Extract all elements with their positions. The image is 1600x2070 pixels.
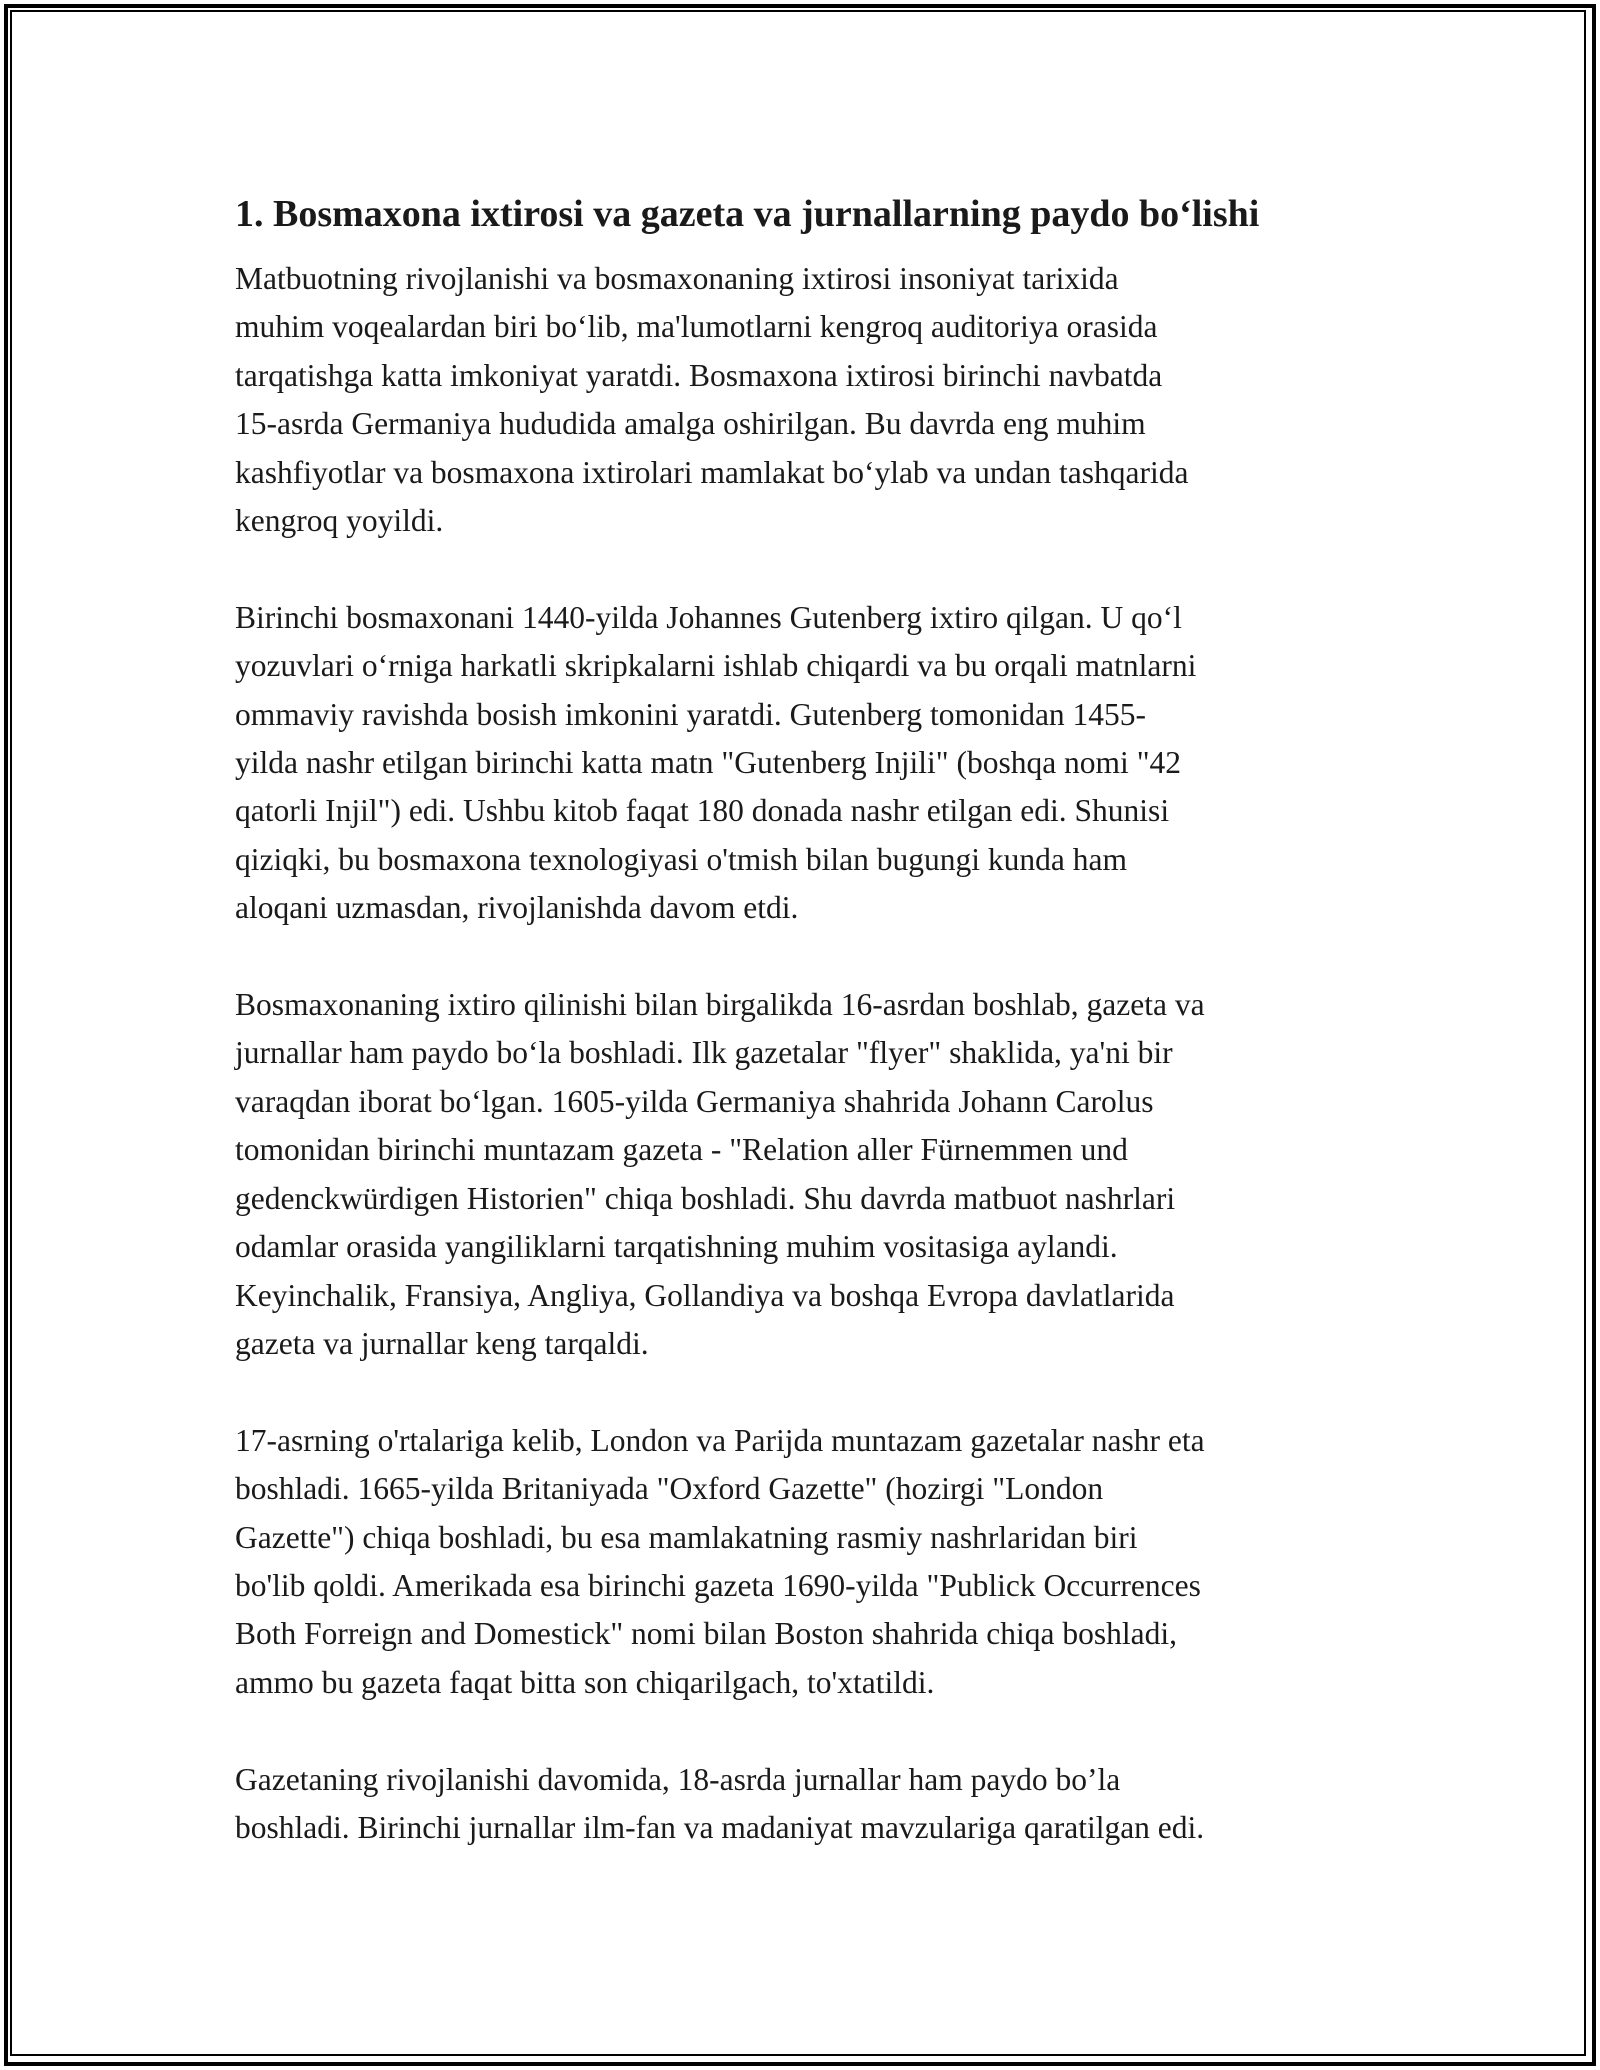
section-heading: 1. Bosmaxona ixtirosi va gazeta va jurnallarning paydo bo‘lishi (235, 193, 1260, 235)
text-line: gazeta va jurnallar keng tarqaldi. (235, 1325, 649, 1361)
text-line: bo'lib qoldi. Amerikada esa birinchi gazeta 1690-yilda "Publick Occurrences (235, 1567, 1201, 1603)
text-line: boshladi. Birinchi jurnallar ilm-fan va madaniyat mavzulariga qaratilgan edi. (235, 1809, 1205, 1845)
text-line: Gazetaning rivojlanishi davomida, 18-asrda jurnallar ham paydo bo’la (235, 1761, 1121, 1797)
text-line: yozuvlari o‘rniga harkatli skripkalarni ishlab chiqardi va bu orqali matnlarni (235, 648, 1197, 684)
text-line: gedenckwürdigen Historien" chiqa boshladi. Shu davrda matbuot nashrlari (235, 1180, 1176, 1216)
text-line: jurnallar ham paydo bo‘la boshladi. Ilk gazetalar "flyer" shaklida, ya'ni bir (235, 1035, 1173, 1071)
paragraph-journals (235, 1756, 1385, 1853)
paragraph-printing-invention (235, 255, 1385, 545)
text-line: Birinchi bosmaxonani 1440-yilda Johannes Gutenberg ixtiro qilgan. U qo‘l (235, 599, 1182, 635)
text-line: boshladi. 1665-yilda Britaniyada "Oxford Gazette" (hozirgi "London (235, 1471, 1104, 1507)
paragraph-17th-century (235, 1417, 1385, 1707)
text-line: qiziqki, bu bosmaxona texnologiyasi o'tmish bilan bugungi kunda ham (235, 841, 1127, 877)
text-line: ommaviy ravishda bosish imkonini yaratdi. Gutenberg tomonidan 1455- (235, 696, 1147, 732)
text-line: varaqdan iborat bo‘lgan. 1605-yilda Germaniya shahrida Johann Carolus (235, 1083, 1154, 1119)
text-line: Keyinchalik, Fransiya, Angliya, Gollandiya va boshqa Evropa davlatlarida (235, 1277, 1175, 1313)
text-line: ammo bu gazeta faqat bitta son chiqarilgach, to'xtatildi. (235, 1664, 935, 1700)
text-line: 17-asrning o'rtalariga kelib, London va Parijda muntazam gazetalar nashr eta (235, 1422, 1205, 1458)
text-line: Matbuotning rivojlanishi va bosmaxonaning ixtirosi insoniyat tarixida (235, 261, 1119, 296)
text-line: qatorli Injil") edi. Ushbu kitob faqat 180 donada nashr etilgan edi. Shunisi (235, 793, 1170, 829)
text-line: Both Forreign and Domestick" nomi bilan Boston shahrida chiqa boshladi, (235, 1616, 1177, 1652)
text-line: kengroq yoyildi. (235, 503, 444, 539)
text-line: tarqatishga katta imkoniyat yaratdi. Bosmaxona ixtirosi birinchi navbatda (235, 357, 1163, 393)
text-line: Gazette") chiqa boshladi, bu esa mamlakatning rasmiy nashrlaridan biri (235, 1519, 1138, 1555)
text-line: Bosmaxonaning ixtiro qilinishi bilan birgalikda 16-asrdan boshlab, gazeta va (235, 987, 1205, 1023)
text-line: 15-asrda Germaniya hududida amalga oshirilgan. Bu davrda eng muhim (235, 406, 1146, 442)
text-line: aloqani uzmasdan, rivojlanishda davom etdi. (235, 890, 799, 926)
text-line: tomonidan birinchi muntazam gazeta - "Relation aller Fürnemmen und (235, 1132, 1128, 1168)
text-line: muhim voqealardan biri bo‘lib, ma'lumotlarni kengroq auditoriya orasida (235, 309, 1158, 345)
paragraph-gutenberg (235, 594, 1385, 933)
paragraph-first-newspapers (235, 981, 1385, 1368)
document-page (235, 185, 1385, 1852)
text-line: yilda nashr etilgan birinchi katta matn "Gutenberg Injili" (boshqa nomi "42 (235, 745, 1182, 781)
text-line: kashfiyotlar va bosmaxona ixtirolari mamlakat bo‘ylab va undan tashqarida (235, 454, 1189, 490)
text-line: odamlar orasida yangiliklarni tarqatishning muhim vositasiga aylandi. (235, 1229, 1118, 1265)
